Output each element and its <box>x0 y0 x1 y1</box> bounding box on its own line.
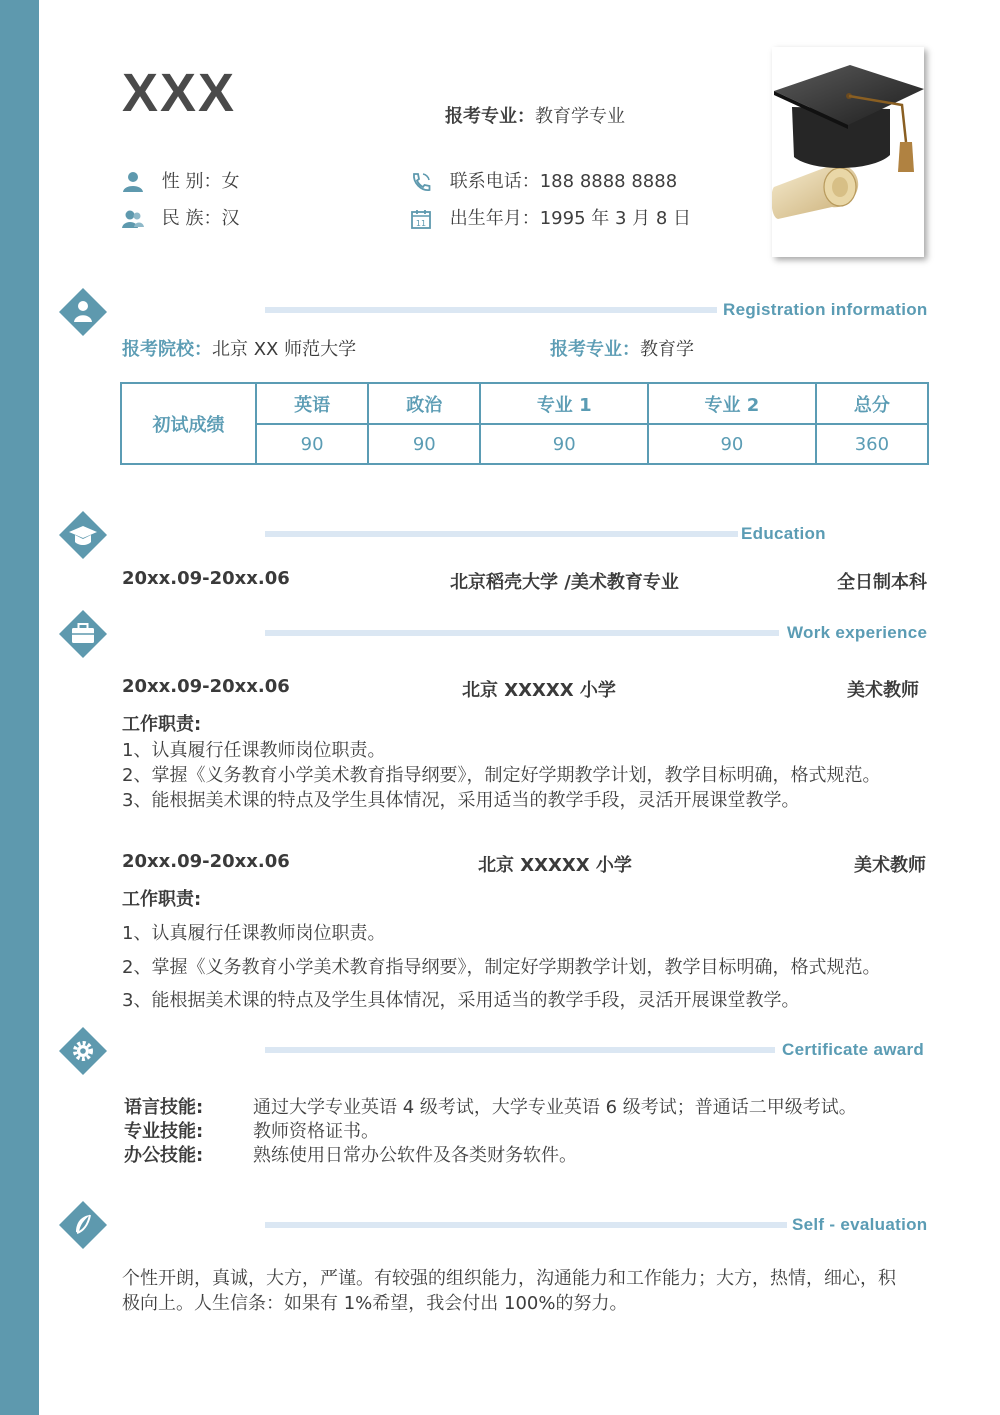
score-value: 90 <box>256 424 368 464</box>
phone-label: 联系电话 <box>449 171 522 192</box>
score-value: 90 <box>480 424 648 464</box>
job-duty-item: 3、能根据美术课的特点及学生具体情况，采用适当的教学手段，灵活开展课堂教学。 <box>122 990 800 1011</box>
self-evaluation-section-icon <box>59 1201 107 1249</box>
header-major-label: 报考专业 <box>445 106 517 127</box>
score-table <box>120 382 929 465</box>
birth-label: 出生年月 <box>449 208 522 229</box>
job-duty-label: 工作职责: <box>122 889 202 910</box>
education-section-icon <box>59 511 107 559</box>
work-title: Work experience <box>787 623 928 642</box>
job-duty-item: 3、能根据美术课的特点及学生具体情况，采用适当的教学手段，灵活开展课堂教学。 <box>122 790 800 811</box>
ethnicity-value: 汉 <box>221 208 240 229</box>
cert-label: 语言技能: <box>124 1097 204 1118</box>
left-sidebar-bar <box>0 0 39 1415</box>
reg-major-value: 教育学 <box>640 339 694 360</box>
job-duty-item: 1、认真履行任课教师岗位职责。 <box>122 740 386 761</box>
cert-label: 办公技能: <box>124 1145 204 1166</box>
gender-label: 性 别 <box>161 171 204 192</box>
job-duty-item: 1、认真履行任课教师岗位职责。 <box>122 923 386 944</box>
work-section-icon <box>59 610 107 658</box>
self-evaluation-line: 个性开朗，真诚，大方，严谨。有较强的组织能力，沟通能力和工作能力；大方，热情，细心，积 <box>122 1268 896 1289</box>
job-role: 美术教师 <box>854 855 926 876</box>
calendar-icon <box>410 208 432 230</box>
cert-value: 熟练使用日常办公软件及各类财务软件。 <box>253 1145 577 1166</box>
self-title: Self - evaluation <box>792 1215 928 1234</box>
phone-row: 联系电话：188 8888 8888 <box>410 167 677 193</box>
score-header: 英语 <box>256 383 368 424</box>
cert-value: 教师资格证书。 <box>253 1121 379 1142</box>
phone-value: 188 8888 8888 <box>539 171 678 192</box>
score-header: 总分 <box>816 383 928 424</box>
job-org: 北京 XXXXX 小学 <box>478 855 632 876</box>
reg-major-row: 报考专业：教育学 <box>550 339 694 360</box>
graduation-cap-image <box>772 47 924 257</box>
reg-major-label: 报考专业 <box>550 339 622 360</box>
score-value: 360 <box>816 424 928 464</box>
registration-section-icon <box>59 288 107 336</box>
ethnicity-label: 民 族 <box>161 208 204 229</box>
score-value: 90 <box>648 424 816 464</box>
certificate-divider <box>265 1047 775 1053</box>
school-label: 报考院校 <box>122 339 194 360</box>
certificate-section-icon <box>59 1027 107 1075</box>
job-duty-item: 2、掌握《义务教育小学美术教育指导纲要》，制定好学期教学计划，教学目标明确，格式规范。 <box>122 765 881 786</box>
school-row: 报考院校：北京 XX 师范大学 <box>122 339 357 360</box>
score-row-label: 初试成绩 <box>121 383 256 464</box>
header-major: 报考专业：教育学专业 <box>445 106 625 127</box>
registration-divider <box>265 307 717 313</box>
school-value: 北京 XX 师范大学 <box>212 339 357 360</box>
candidate-name: XXX <box>122 63 237 123</box>
birth-row: 11 出生年月：1995 年 3 月 8 日 <box>410 204 691 230</box>
cert-value: 通过大学专业英语 4 级考试，大学专业英语 6 级考试；普通话二甲级考试。 <box>253 1097 857 1118</box>
job-period: 20xx.09-20xx.06 <box>122 851 290 872</box>
profile-photo <box>772 47 924 257</box>
group-icon <box>122 208 144 230</box>
score-value: 90 <box>368 424 480 464</box>
education-title: Education <box>741 524 826 543</box>
gender-value: 女 <box>221 171 240 192</box>
score-header: 政治 <box>368 383 480 424</box>
education-degree: 全日制本科 <box>837 572 927 593</box>
job-org: 北京 XXXXX 小学 <box>462 680 616 701</box>
score-header: 专业 2 <box>648 383 816 424</box>
job-duty-label: 工作职责: <box>122 714 202 735</box>
birth-value: 1995 年 3 月 8 日 <box>539 208 692 229</box>
svg-text:11: 11 <box>415 219 427 228</box>
job-duty-item: 2、掌握《义务教育小学美术教育指导纲要》，制定好学期教学计划，教学目标明确，格式规范。 <box>122 957 881 978</box>
job-period: 20xx.09-20xx.06 <box>122 676 290 697</box>
ethnicity-row: 民 族：汉 <box>122 204 239 230</box>
work-divider <box>265 630 779 636</box>
education-period: 20xx.09-20xx.06 <box>122 568 290 589</box>
cert-label: 专业技能: <box>124 1121 204 1142</box>
person-icon <box>122 171 144 193</box>
gender-row: 性 别：女 <box>122 167 239 193</box>
certificate-title: Certificate award <box>782 1040 925 1059</box>
job-role: 美术教师 <box>847 680 919 701</box>
header-major-value: 教育学专业 <box>535 106 625 127</box>
education-school: 北京稻壳大学 /美术教育专业 <box>450 572 679 593</box>
self-divider <box>265 1222 787 1228</box>
education-divider <box>265 531 738 537</box>
score-header: 专业 1 <box>480 383 648 424</box>
phone-icon <box>410 171 432 193</box>
registration-title: Registration information <box>723 300 928 319</box>
self-evaluation-line: 极向上。人生信条：如果有 1%希望，我会付出 100%的努力。 <box>122 1293 628 1314</box>
